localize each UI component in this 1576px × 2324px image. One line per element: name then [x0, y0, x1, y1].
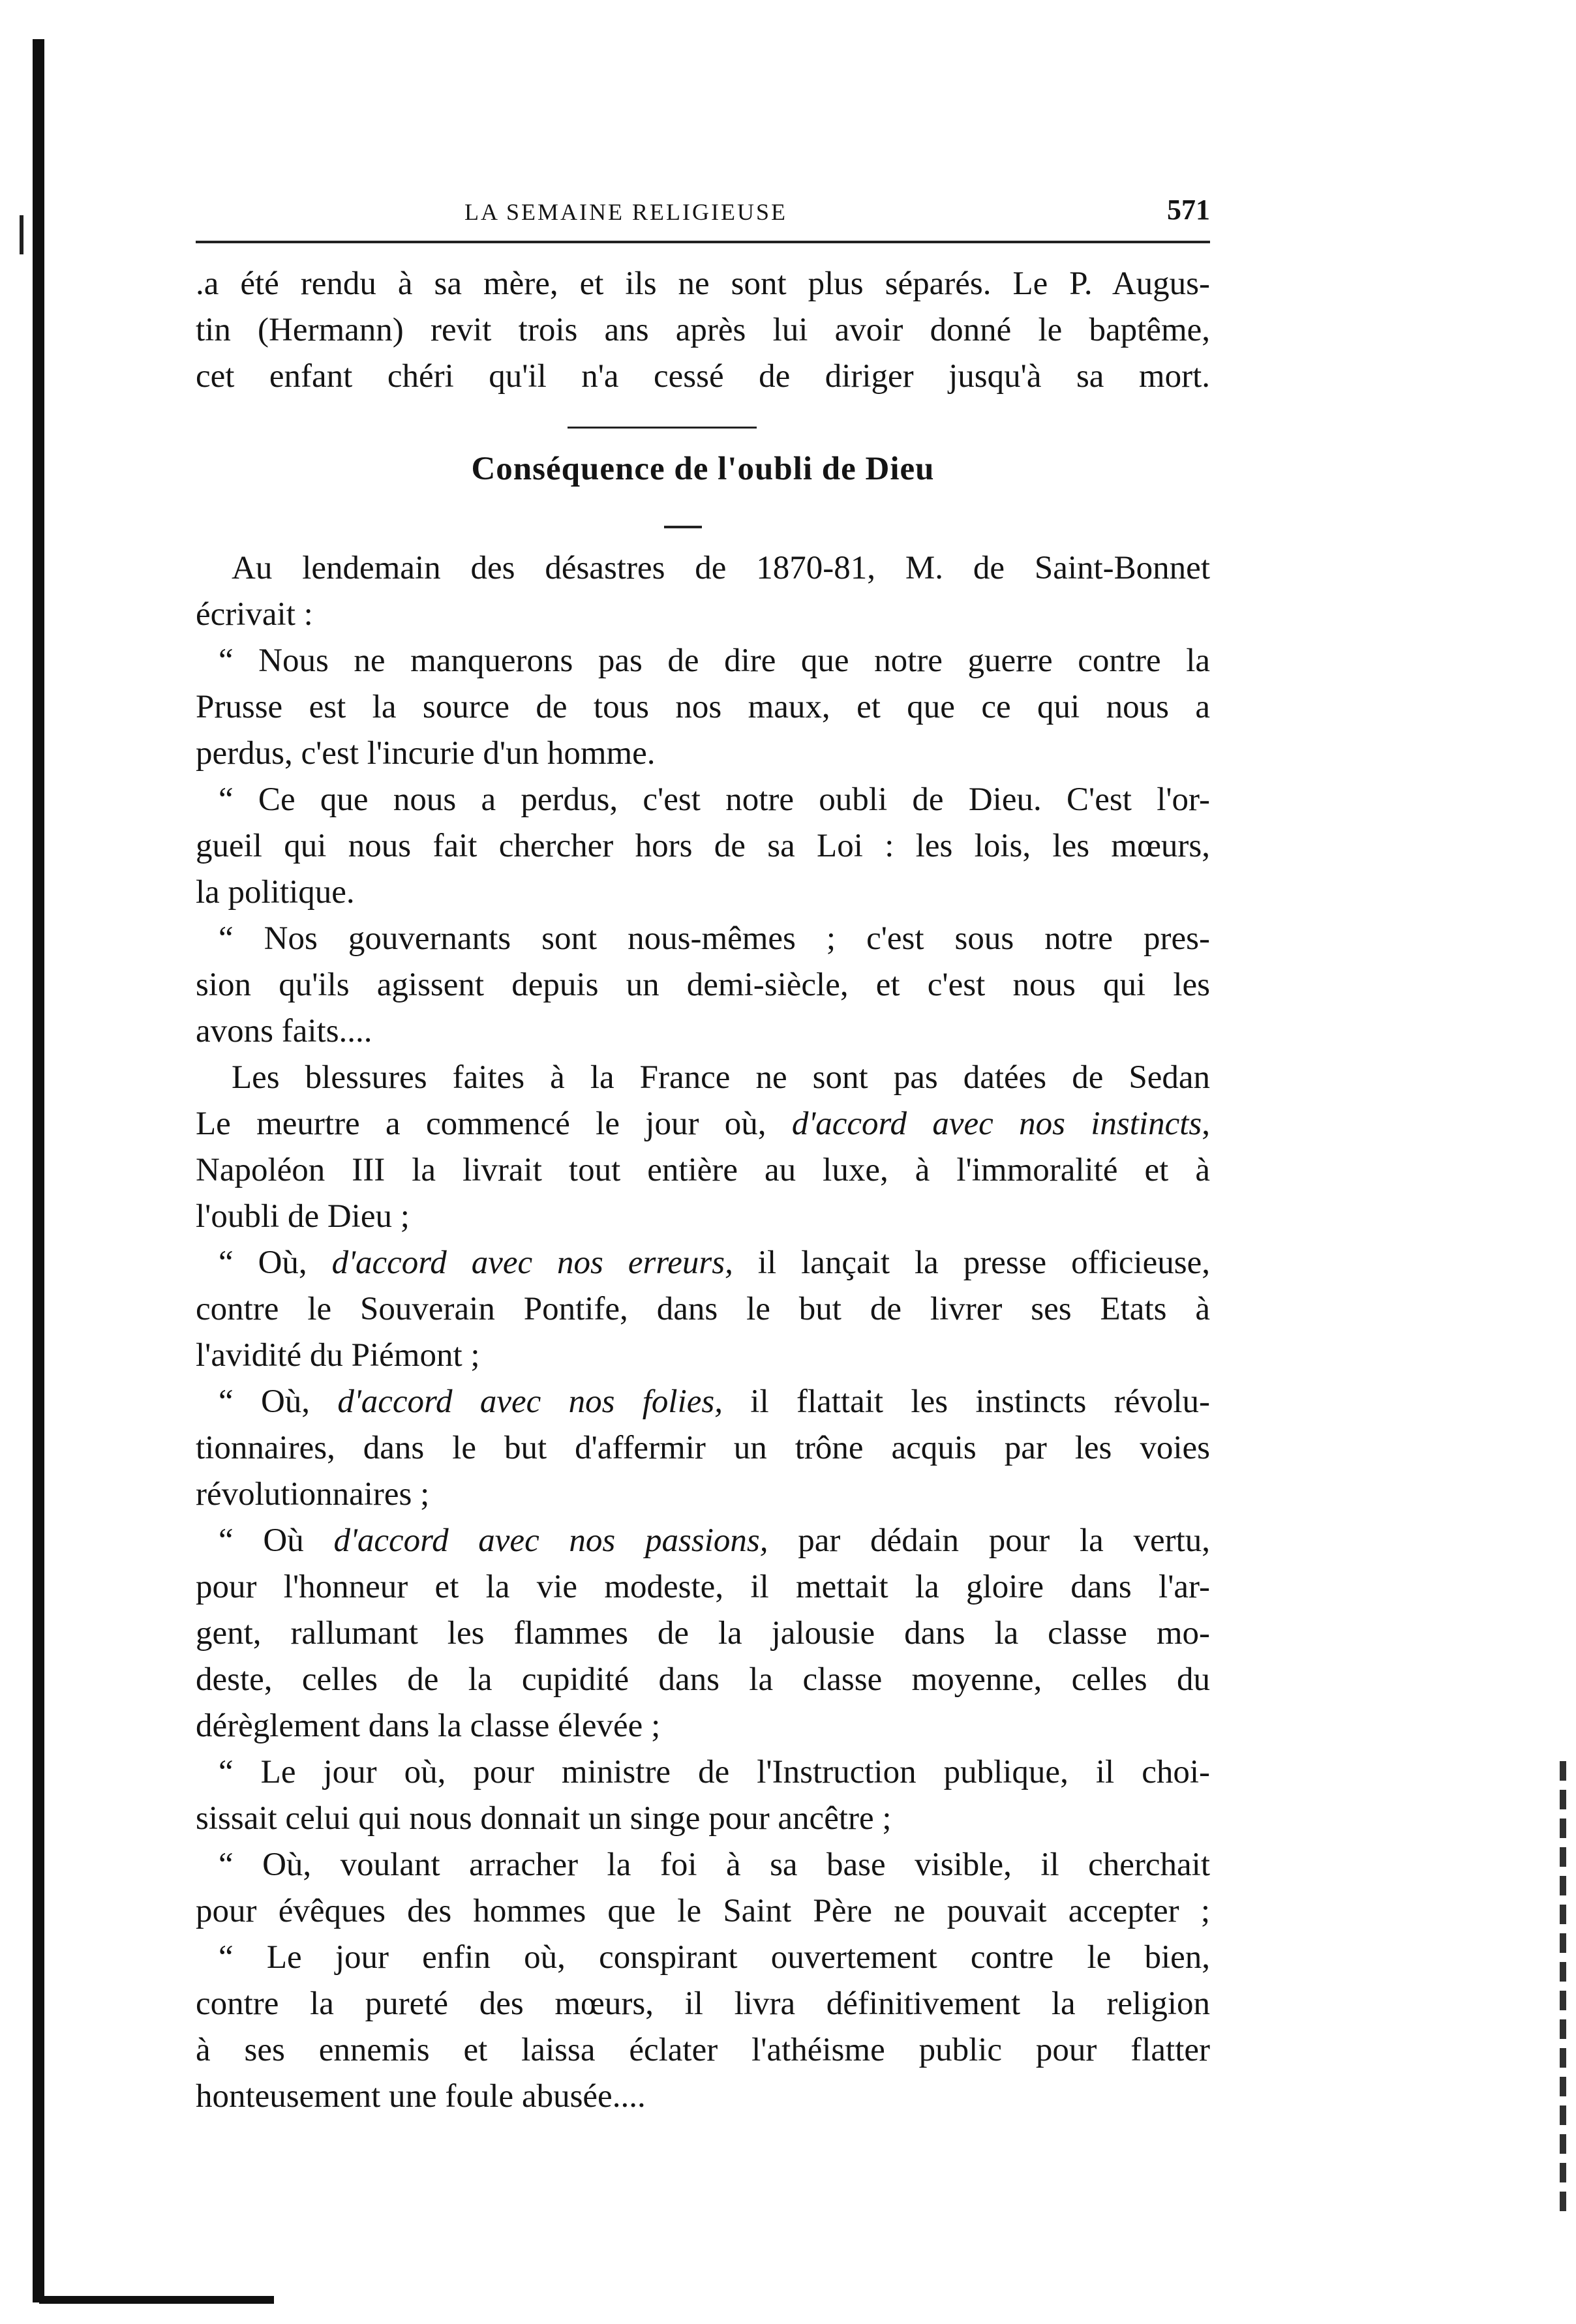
text-line: l'avidité du Piémont ;	[196, 1337, 480, 1374]
text-line: la politique.	[196, 874, 355, 911]
text-line	[196, 1518, 1210, 1564]
text-line: pour évêques des hommes que le Saint Père ne pouvait accepter ;	[196, 1893, 1210, 1929]
italic-run: d'accord avec nos erreurs,	[331, 1245, 733, 1281]
text-line: à ses ennemis et laissa éclater l'athéisme public pour flatter	[196, 2032, 1210, 2068]
text-run: “ Où,	[219, 1245, 332, 1281]
text-run: par dédain pour la vertu,	[768, 1522, 1211, 1559]
text-line: dérèglement dans la classe élevée ;	[196, 1708, 661, 1744]
text-line: tin (Hermann) revit trois ans après lui avoir donné le baptême,	[196, 312, 1210, 348]
text-line: Napoléon III la livrait tout entière au luxe, à l'immoralité et à	[196, 1152, 1210, 1188]
text-run: ,	[1202, 1106, 1210, 1142]
section-separator	[568, 427, 757, 429]
text-line: Prusse est la source de tous nos maux, et que ce qui nous a	[196, 689, 1210, 725]
text-line: l'oubli de Dieu ;	[196, 1198, 410, 1235]
text-line: révolutionnaires ;	[196, 1476, 430, 1513]
text-run: il lançait la presse officieuse,	[733, 1245, 1210, 1281]
text-line: avons faits....	[196, 1013, 372, 1049]
text-line: gueil qui nous fait chercher hors de sa Loi : les lois, les mœurs,	[196, 828, 1210, 864]
text-line: gent, rallumant les flammes de la jalousie dans la classe mo-	[196, 1615, 1210, 1652]
text-line: contre la pureté des mœurs, il livra définitivement la religion	[196, 1985, 1210, 2022]
text-run: “ Où,	[219, 1383, 338, 1420]
text-line: “ Le jour enfin où, conspirant ouvertement contre le bien,	[219, 1939, 1210, 1976]
text-line: cet enfant chéri qu'il n'a cessé de diriger jusqu'à sa mort.	[196, 358, 1210, 395]
text-line: “ Le jour où, pour ministre de l'Instruction publique, il choi-	[219, 1754, 1210, 1790]
italic-run: d'accord avec nos folies,	[337, 1383, 723, 1420]
scan-speck	[20, 215, 23, 254]
text-line: “ Ce que nous a perdus, c'est notre oubli de Dieu. C'est l'or-	[219, 781, 1210, 818]
text-line: tionnaires, dans le but d'affermir un trône acquis par les voies	[196, 1430, 1210, 1466]
binding-foot-shadow	[39, 2296, 274, 2304]
text-line: contre le Souverain Pontife, dans le but de livrer ses Etats à	[196, 1291, 1210, 1327]
text-line	[196, 1240, 1210, 1286]
text-line: sissait celui qui nous donnait un singe pour ancêtre ;	[196, 1800, 892, 1837]
text-line: deste, celles de la cupidité dans la classe moyenne, celles du	[196, 1661, 1210, 1698]
article-body	[196, 545, 1210, 2120]
right-edge-scan-mark	[1560, 1761, 1566, 2218]
italic-run: d'accord avec nos instincts	[791, 1106, 1202, 1142]
section-title: Conséquence de l'oubli de Dieu	[471, 451, 935, 487]
binding-edge-shadow	[33, 39, 44, 2302]
italic-run: d'accord avec nos passions,	[333, 1522, 768, 1559]
header-rule	[196, 241, 1210, 243]
text-line	[196, 1101, 1210, 1147]
text-run: il flattait les instincts révolu-	[722, 1383, 1210, 1420]
page-header	[196, 196, 1210, 237]
text-line: pour l'honneur et la vie modeste, il mettait la gloire dans l'ar-	[196, 1569, 1210, 1605]
text-line: .a été rendu à sa mère, et ils ne sont plus séparés. Le P. Augus-	[196, 265, 1210, 302]
text-line: “ Nous ne manquerons pas de dire que notre guerre contre la	[219, 642, 1210, 679]
text-line: perdus, c'est l'incurie d'un homme.	[196, 735, 656, 772]
text-line: écrivait :	[196, 596, 313, 633]
intro-paragraph	[196, 261, 1210, 400]
text-line: “ Nos gouvernants sont nous-mêmes ; c'est sous notre pres-	[219, 920, 1210, 957]
text-line: “ Où, voulant arracher la foi à sa base visible, il cherchait	[219, 1847, 1210, 1883]
text-run: Le meurtre a commencé le jour où,	[196, 1106, 792, 1142]
running-title: LA SEMAINE RELIGIEUSE	[464, 199, 787, 225]
text-line: Au lendemain des désastres de 1870-81, M. de Saint-Bonnet	[232, 550, 1210, 586]
text-line: honteusement une foule abusée....	[196, 2078, 646, 2115]
text-run: “ Où	[219, 1522, 334, 1559]
title-dash	[664, 526, 702, 528]
text-line	[196, 1379, 1210, 1425]
text-line: sion qu'ils agissent depuis un demi-siècle, et c'est nous qui les	[196, 967, 1210, 1003]
text-line: Les blessures faites à la France ne sont pas datées de Sedan	[232, 1059, 1210, 1096]
page-number: 571	[1167, 194, 1210, 226]
